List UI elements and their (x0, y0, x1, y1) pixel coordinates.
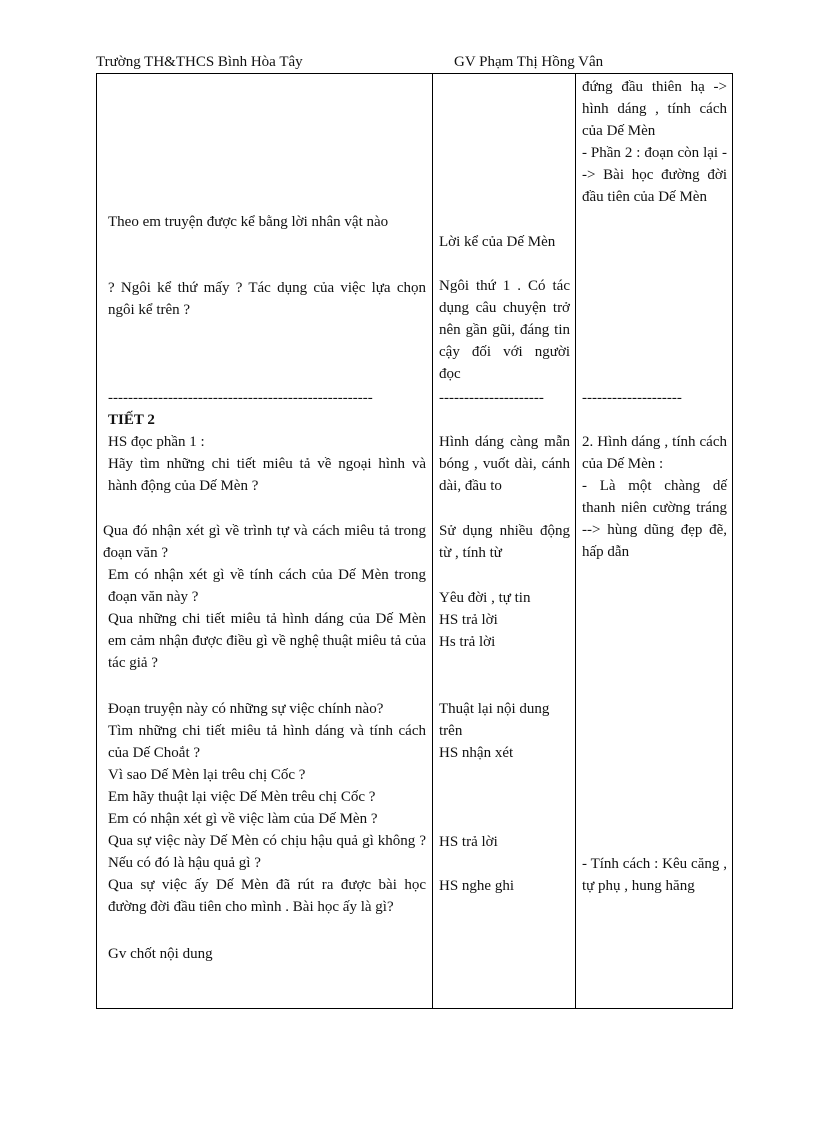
question-events: Đoạn truyện này có những sự việc chính nào? (108, 701, 384, 717)
column-divider-1 (432, 73, 433, 1009)
answer-hs-comment: HS nhận xét (439, 745, 514, 761)
answer-hs-note: HS nghe ghi (439, 878, 514, 894)
answer-hs-2: Hs trả lời (439, 634, 496, 650)
question-retell: Em hãy thuật lại việc Dế Mèn trêu chị Cốc ? (108, 789, 376, 805)
section-tiet-2: TIẾT 2 (108, 412, 155, 428)
answer-hs-3: HS trả lời (439, 834, 498, 850)
question-character: Em có nhận xét gì về tính cách của Dế Mèn trong đoạn văn này ? (108, 567, 426, 605)
question-lesson: Qua sự việc ấy Dế Mèn đã rút ra được bài học đường đời đầu tiên cho mình . Bài học ấy là gì? (108, 877, 426, 915)
question-why: Vì sao Dế Mèn lại trêu chị Cốc ? (108, 767, 306, 783)
content-top: đứng đầu thiên hạ -> hình dáng , tính cách của Dế Mèn (582, 79, 727, 139)
answer-person: Ngôi thứ 1 . Có tác dụng câu chuyện trở nên gần gũi, đáng tin cậy đối với người đọc (439, 278, 570, 382)
question-opinion: Em có nhận xét gì về việc làm của Dế Mèn ? (108, 811, 378, 827)
separator-col2: --------------------- (439, 390, 544, 406)
answer-narrator: Lời kể của Dế Mèn (439, 234, 556, 250)
question-art: Qua những chi tiết miêu tả hình dáng của Dế Mèn em cảm nhận được điều gì về nghệ thuật miêu tả của tác giả ? (108, 611, 426, 671)
teacher-name: GV Phạm Thị Hồng Vân (454, 54, 604, 70)
question-de-choat: Tìm những chi tiết miêu tả hình dáng và tính cách của Dế Choắt ? (108, 723, 426, 761)
hs-read-part1: HS đọc phần 1 : (108, 434, 205, 450)
question-details: Hãy tìm những chi tiết miêu tả về ngoại hình và hành động của Dế Mèn ? (108, 456, 426, 494)
content-part2: - Phần 2 : đoạn còn lại --> Bài học đường đời đầu tiên của Dế Mèn (582, 145, 727, 205)
answer-details: Hình dáng càng mẫn bóng , vuốt dài, cánh dài, đầu to (439, 434, 570, 494)
question-consequence: Qua sự việc này Dế Mèn có chịu hậu quả gì không ? Nếu có đó là hậu quả gì ? (108, 833, 426, 871)
question-person: ? Ngôi kể thứ mấy ? Tác dụng của việc lựa chọn ngôi kể trên ? (108, 280, 426, 318)
answer-hs-1: HS trả lời (439, 612, 498, 628)
content-trait: - Tính cách : Kêu căng , tự phụ , hung hăng (582, 856, 727, 894)
answer-events: Thuật lại nội dung trên (439, 701, 550, 739)
answer-character: Yêu đời , tự tin (439, 590, 531, 606)
school-name: Trường TH&THCS Bình Hòa Tây (96, 54, 303, 70)
answer-order: Sử dụng nhiều động từ , tính từ (439, 523, 570, 561)
separator-col3: -------------------- (582, 390, 682, 406)
content-young-man: - Là một chàng dế thanh niên cường tráng --> hùng dũng đẹp đẽ, hấp dẫn (582, 478, 727, 560)
column-divider-2 (575, 73, 576, 1009)
gv-conclude: Gv chốt nội dung (108, 946, 213, 962)
question-order: Qua đó nhận xét gì về trình tự và cách miêu tả trong đoạn văn ? (103, 523, 426, 561)
content-section-2: 2. Hình dáng , tính cách của Dế Mèn : (582, 434, 727, 472)
separator-col1: ----------------------------------------------------- (108, 390, 373, 406)
question-narrator: Theo em truyện được kể bằng lời nhân vật nào (108, 214, 389, 230)
